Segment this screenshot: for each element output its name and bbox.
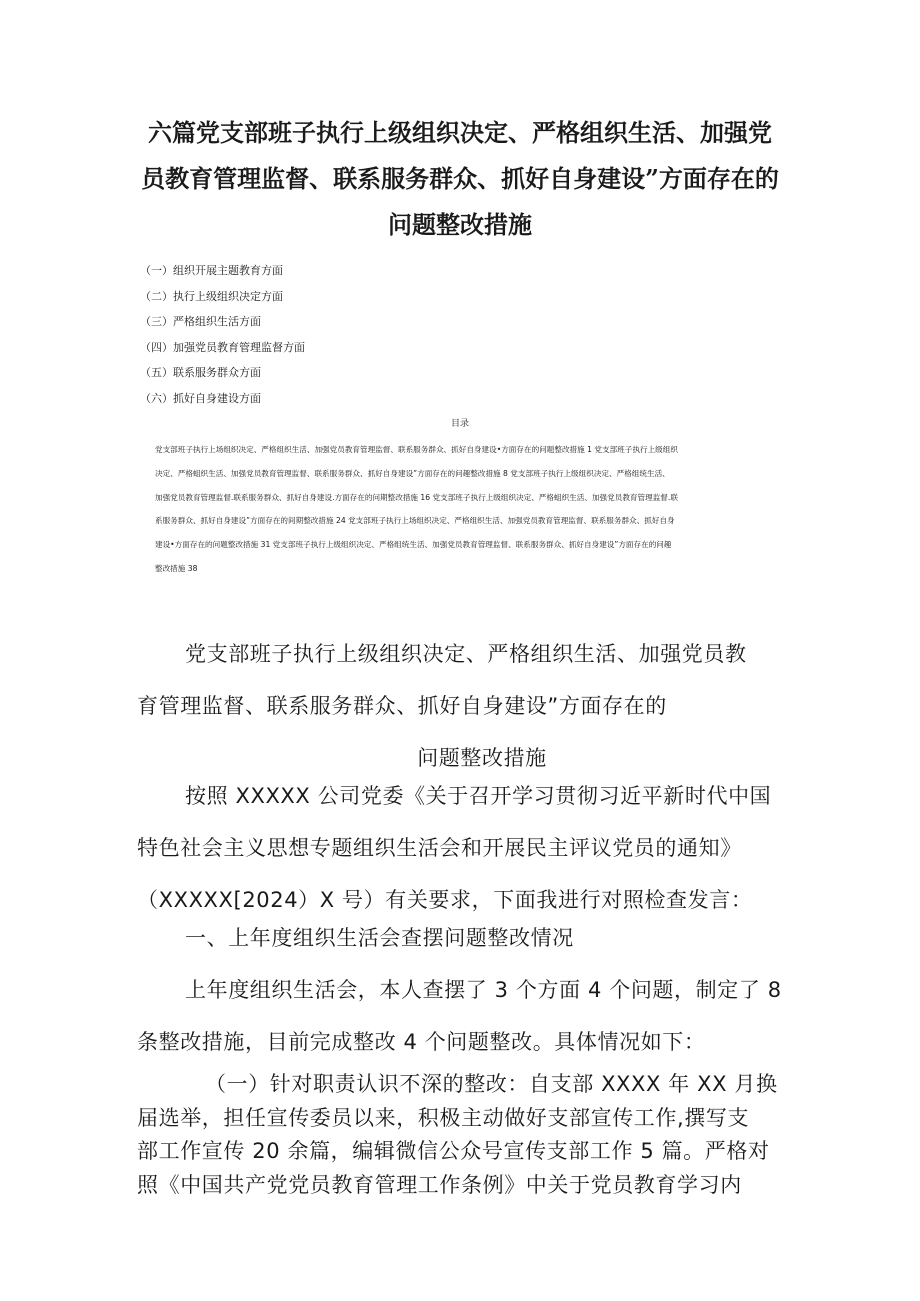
document-title (130, 110, 790, 248)
intro-paragraph (137, 770, 837, 926)
paragraph-line: 特色社会主义思想专题组织生活会和开展民主评议党员的通知》 (137, 836, 742, 860)
summary-paragraph (137, 964, 837, 1068)
section-title (137, 628, 837, 784)
document-title-line: 员教育管理监督、联系服务群众、抓好自身建设”方面存在的 (141, 164, 779, 193)
item-1-paragraph (137, 1068, 837, 1202)
category-list (140, 258, 540, 411)
category-item: （四）加强党员教育管理监督方面 (140, 340, 305, 354)
paragraph-line: （一）针对职责认识不深的整改：自支部 XXXX 年 XX 月换 (205, 1072, 778, 1096)
heading-1 (137, 912, 837, 964)
toc-line: 加强党员教育管理监督.联系服务群众、抓好自身建设.方面存在的问期整改措施 16 党支部班子执行上级组织决定、严格蛆织生活、加强党员教育管理监督.联 (155, 492, 678, 502)
category-item: （三）严格组织生活方面 (140, 315, 261, 328)
section-title-line: 问题整改措施 (417, 746, 547, 770)
heading-line: 一、上年度组织生活会查摆问题整改情况 (185, 926, 574, 950)
section-title-line: 育管理监督、联系服务群众、抓好自身建设”方面存在的 (137, 694, 667, 718)
paragraph-line: 上年度组织生活会，本人查摆了 3 个方面 4 个问题，制定了 8 (185, 978, 782, 1002)
paragraph-line: 条整改措施，目前完成整改 4 个问题整改。具体情况如下： (137, 1030, 706, 1054)
toc-line: 党支部班子执行上场组织决定、严格组织生活、加强党员教育管理监督、联系服务群众、抓好自身建设•方面存在的问题整改措施 1 党支部班子执行上级组织 (155, 445, 678, 454)
document-title-line: 问题整改措施 (388, 210, 532, 239)
table-of-contents (155, 438, 795, 581)
toc-heading: 目录 (450, 419, 469, 429)
category-item: （六）抓好自身建设方面 (140, 391, 261, 405)
paragraph-line: 届选举，担任宣传委员以来，积极主动做好支部宣传工作,撰写支 (137, 1105, 750, 1130)
document-title-line: 六篇党支部班子执行上级组织决定、严格组织生活、加强党 (148, 118, 772, 147)
paragraph-line: 照《中国共产党党员教育管理工作条例》中关于党员教育学习内 (137, 1172, 742, 1197)
category-item: （二）执行上级组织决定方面 (140, 289, 283, 303)
toc-line: 建设•方面存在的问题整改措施 31 党支部班子执行上级组织决定、严格组统生活、加强党员教育管理监督、联系服务群众、抓好自身建设”方面存在的问趣 (155, 540, 672, 550)
paragraph-line: 按照 XXXXX 公司党委《关于召开学习贯彻习近平新时代中国 (185, 784, 772, 808)
category-item: （一）组织开展主题教育方面 (140, 264, 283, 277)
section-title-line: 党支部班子执行上级组织决定、严格组织生活、加强党员教 (185, 642, 747, 666)
toc-line: 决定、严格蛆织生活、加强党员教育管理监督、联系服务群众、抓好自身建设”方面存在的问趣整改措施 8 党支部班子执行上级组织决定、严格组统生活、 (155, 468, 670, 478)
toc-line: 系服务群众、抓好自身建设”方面存在的间期整改措施 24 党支部班子执行上场组织决定、严格组织生活、加强党员教育管理监督、联系服务群众、抓好自身 (155, 516, 675, 526)
paragraph-line: （XXXXX[2024）X 号）有关要求，下面我进行对照检查发言： (137, 888, 753, 912)
toc-line: 整改措施 38 (155, 563, 198, 573)
category-item: （五）联系服务群众方面 (140, 366, 261, 379)
paragraph-line: 部工作宣传 20 余篇，编辑微信公众号宣传支部工作 5 篇。严格对 (137, 1139, 770, 1163)
